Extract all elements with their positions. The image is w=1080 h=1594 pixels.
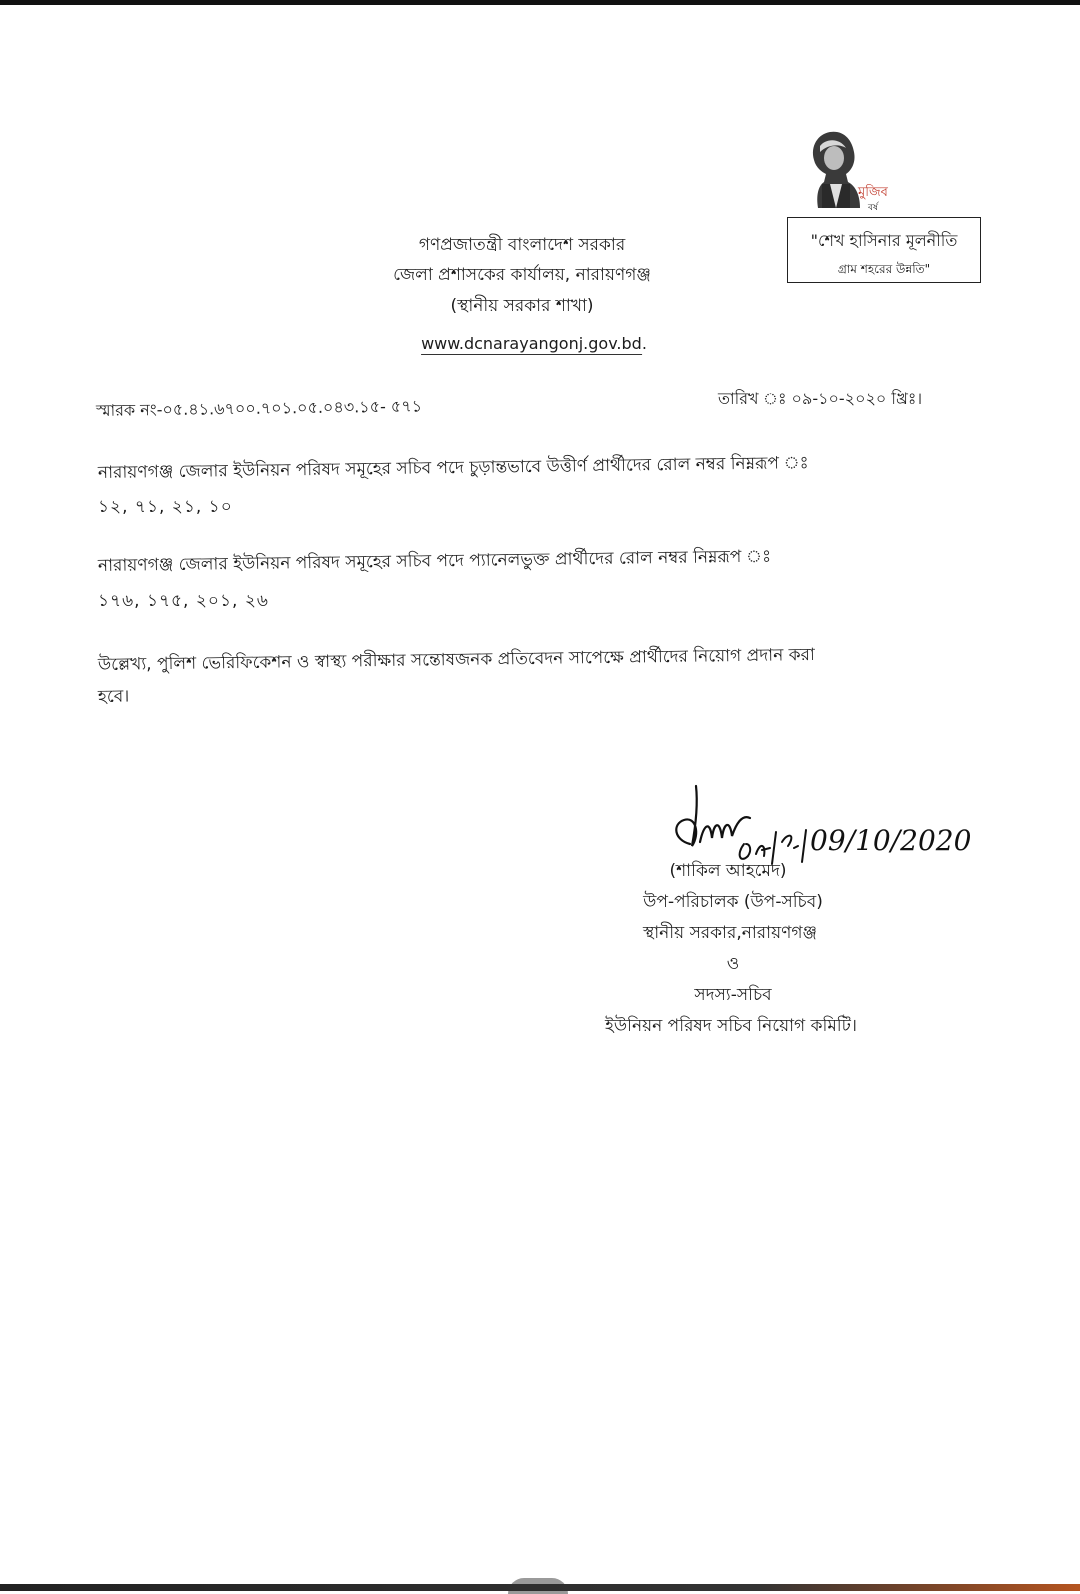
website-link[interactable]: www.dcnarayangonj.gov.bd [421, 334, 642, 353]
top-border [0, 0, 1080, 5]
panel-candidates-heading: নারায়ণগঞ্জ জেলার ইউনিয়ন পরিষদ সমূহের সচিব পদে প্যানেলভুক্ত প্রার্থীদের রোল নম্বর নিম্নরূপ ঃ [97, 546, 772, 576]
svg-text:বর্ষ: বর্ষ [868, 203, 878, 213]
signatory-designation: উপ-পরিচালক (উপ-সচিব) [643, 892, 823, 912]
note-line-1: উল্লেখ্য, পুলিশ ভেরিফিকেশন ও স্বাস্থ্য পরীক্ষার সন্তোষজনক প্রতিবেদন সাপেক্ষে প্রার্থীদের নিয়োগ প্রদান করা [97, 644, 816, 675]
header-section: (স্থানীয় সরকার শাখা) [450, 296, 594, 316]
signature-date: 09/10/2020 [810, 824, 972, 857]
website-suffix: . [641, 334, 647, 353]
portrait-emblem-icon [800, 124, 900, 216]
header-government: গণপ্রজাতন্ত্রী বাংলাদেশ সরকার [418, 235, 626, 255]
memo-number: স্মারক নং-০৫.৪১.৬৭০০.৭০১.০৫.০৪৩.১৫- ৫৭১ [95, 396, 423, 420]
final-candidates-heading: নারায়ণগঞ্জ জেলার ইউনিয়ন পরিষদ সমূহের সচিব পদে চুড়ান্তভাবে উত্তীর্ণ প্রার্থীদের রোল নম্বর নিম্নরূপ ঃ [97, 453, 809, 483]
final-roll-numbers: ১২, ৭১, ২১, ১০ [98, 497, 233, 517]
signatory-role: সদস্য-সচিব [694, 985, 772, 1005]
signatory-office: স্থানীয় সরকার,নারায়ণগঞ্জ [642, 923, 818, 943]
website-line [421, 334, 647, 353]
motto-line-1: "শেখ হাসিনার মূলনীতি [810, 231, 958, 250]
signatory-committee: ইউনিয়ন পরিষদ সচিব নিয়োগ কমিটি। [605, 1016, 857, 1036]
memo-date: তারিখ ঃ ০৯-১০-২০২০ খ্রিঃ। [718, 389, 923, 408]
signatory-conjunction: ও [726, 954, 740, 974]
header-office: জেলা প্রশাসকের কার্যালয়, নারায়ণগঞ্জ [393, 265, 651, 285]
motto-box [787, 217, 981, 283]
bottom-border [0, 1584, 1080, 1591]
emblem-caption-icon: মুজিব [858, 185, 888, 200]
signatory-name: (শাকিল আহমেদ) [669, 861, 787, 881]
motto-line-2: গ্রাম শহরের উন্নতি" [837, 262, 931, 276]
note-line-2: হবে। [97, 686, 130, 707]
panel-roll-numbers: ১৭৬, ১৭৫, ২০১, ২৬ [98, 591, 269, 611]
